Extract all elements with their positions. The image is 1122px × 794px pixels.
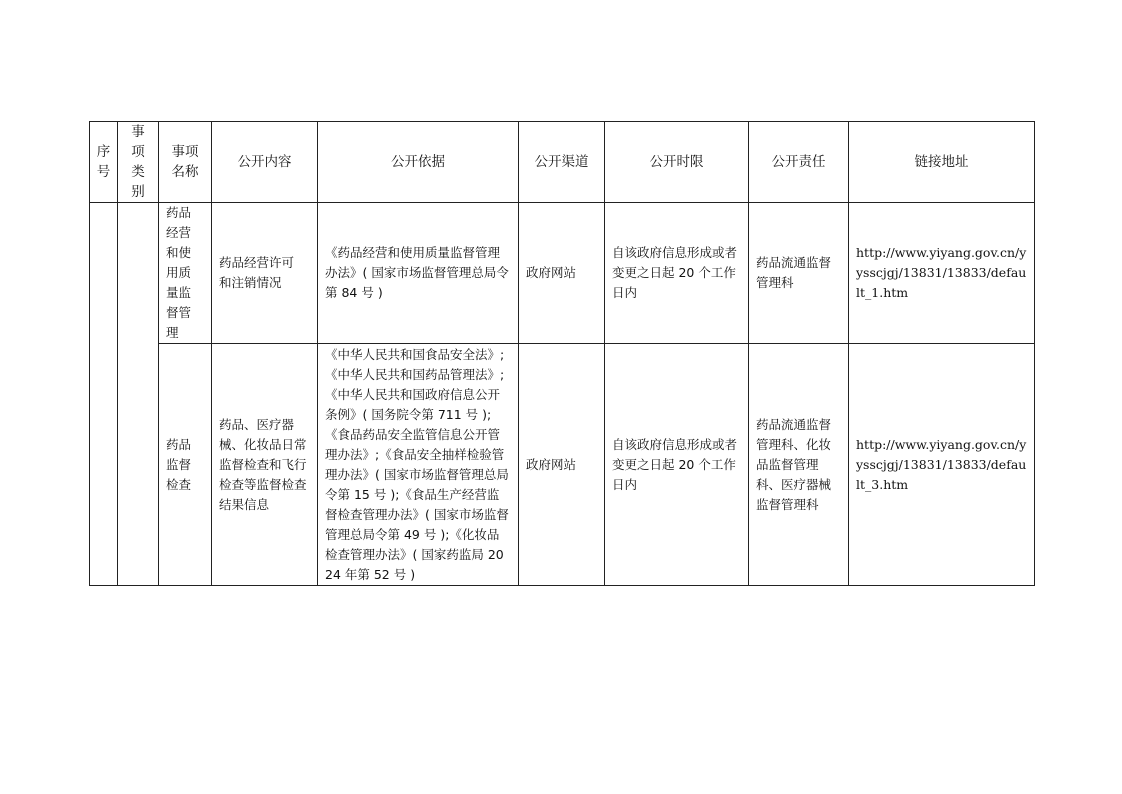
- link-cell[interactable]: http://www.yiyang.gov.cn/yysscjgj/13831/13833/default_1.htm: [849, 203, 1035, 344]
- header-category: 事 项 类 别: [118, 122, 159, 203]
- index-cell: [90, 203, 118, 586]
- header-content: 公开内容: [212, 122, 318, 203]
- disclosure-table: [89, 121, 1035, 586]
- item-name-cell: 药品 经营 和使 用质 量监 督管 理: [159, 203, 212, 344]
- content-cell: 药品经营许可 和注销情况: [212, 203, 318, 344]
- basis-cell: 《中华人民共和国食品安全法》; 《中华人民共和国药品管理法》; 《中华人民共和国政府信息公开条例》( 国务院令第 711 号 );《食品药品安全监管信息公开管理办法》;《食品安全抽样检验管理办法》( 国家市场监督管理总局令第 15 号 );《食品生产经营监督检查管理办法》( 国家市场监督管理总局令第 49 号 );《化妆品检查管理办法》( 国家药监局 2024 年第 52 号 ): [318, 344, 519, 586]
- header-row: [90, 122, 1035, 203]
- header-time-limit: 公开时限: [605, 122, 749, 203]
- header-link: 链接地址: [849, 122, 1035, 203]
- item-name-cell: 药品 监督 检查: [159, 344, 212, 586]
- header-channel: 公开渠道: [519, 122, 605, 203]
- header-basis: 公开依据: [318, 122, 519, 203]
- header-item-name: 事项 名称: [159, 122, 212, 203]
- responsibility-cell: 药品流通监督 管理科: [749, 203, 849, 344]
- table-row: [90, 203, 1035, 344]
- time-limit-cell: 自该政府信息形成或者变更之日起 20 个工作日内: [605, 344, 749, 586]
- link-cell[interactable]: http://www.yiyang.gov.cn/yysscjgj/13831/13833/default_3.htm: [849, 344, 1035, 586]
- table-row: [90, 344, 1035, 586]
- basis-cell: 《药品经营和使用质量监督管理办法》( 国家市场监督管理总局令第 84 号 ): [318, 203, 519, 344]
- header-responsibility: 公开责任: [749, 122, 849, 203]
- channel-cell: 政府网站: [519, 344, 605, 586]
- content-cell: 药品、医疗器械、化妆品日常监督检查和飞行检查等监督检查结果信息: [212, 344, 318, 586]
- responsibility-cell: 药品流通监督管理科、化妆品监督管理科、医疗器械监督管理科: [749, 344, 849, 586]
- category-cell: [118, 203, 159, 586]
- header-index: 序 号: [90, 122, 118, 203]
- time-limit-cell: 自该政府信息形成或者变更之日起 20 个工作日内: [605, 203, 749, 344]
- channel-cell: 政府网站: [519, 203, 605, 344]
